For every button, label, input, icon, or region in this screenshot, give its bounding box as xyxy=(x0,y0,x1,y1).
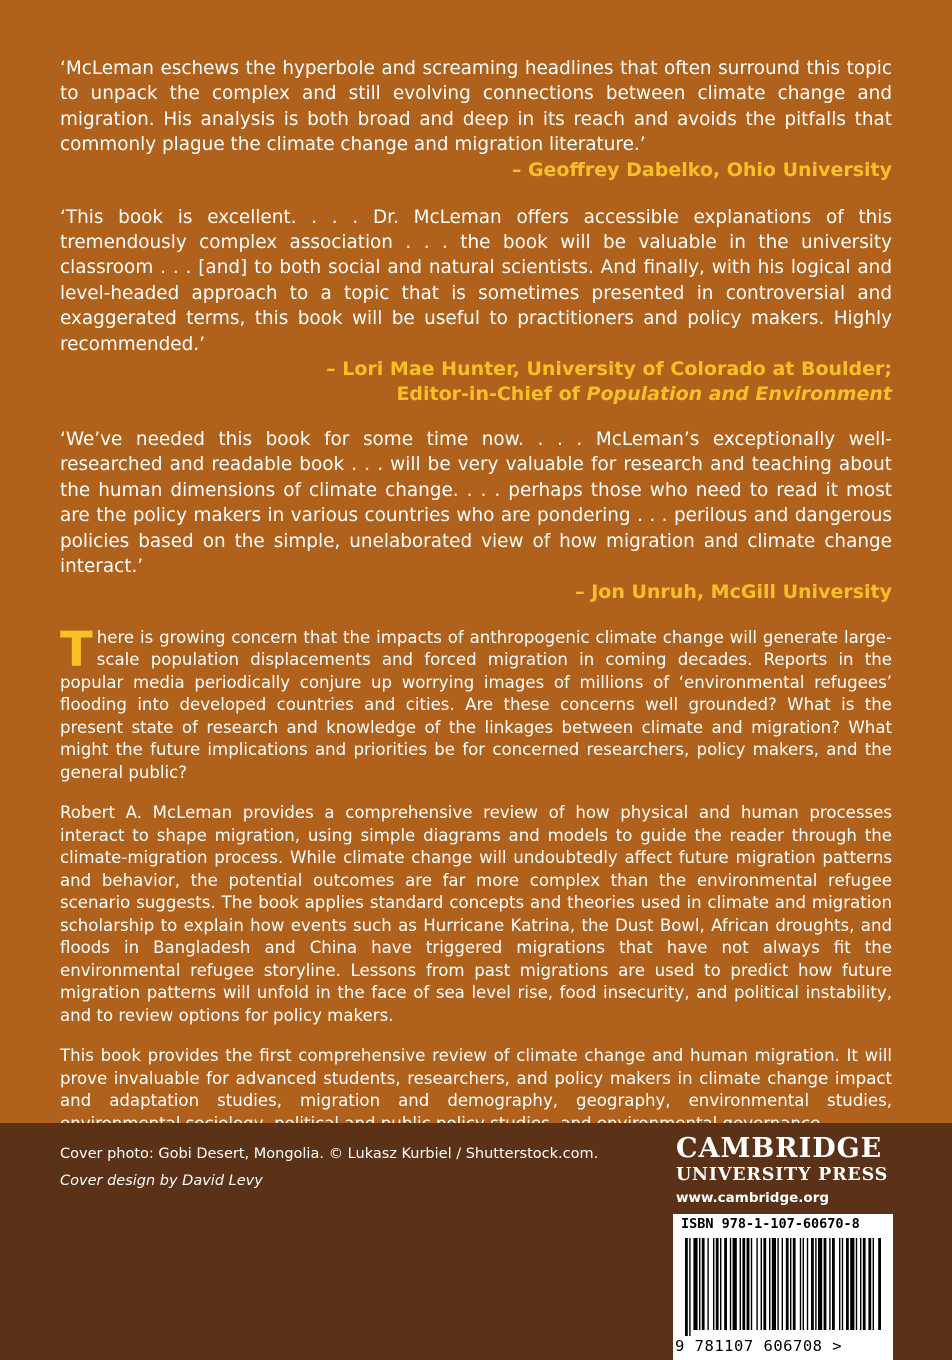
barcode-bar xyxy=(856,1238,857,1330)
cover-footer xyxy=(0,1123,952,1360)
barcode-bar xyxy=(782,1238,783,1330)
barcode-bar xyxy=(850,1238,854,1330)
barcode-bar xyxy=(720,1238,721,1330)
barcode-bar xyxy=(724,1238,727,1330)
review-attribution-3: – Jon Unruh, McGill University xyxy=(575,580,892,603)
isbn-text: ISBN 978-1-107-60670-8 xyxy=(681,1216,860,1232)
barcode-bar xyxy=(873,1238,874,1330)
publisher-name: CAMBRIDGE xyxy=(676,1133,883,1164)
barcode-bar xyxy=(786,1238,789,1330)
description-paragraph-3: This book provides the first comprehensive review of climate change and human migration. It will prove invaluable for advanced students, researchers, and policy makers in climate change impact and adaptation studies, migration and demography, geography, environmental studies, xyxy=(60,1046,892,1110)
book-description xyxy=(60,621,892,1136)
description-paragraph-2: Robert A. McLeman provides a comprehensive review of how physical and human processes interact to shape migration, using simple diagrams and models to guide the reader through the climate-migration process. While climate change will undoubtedly affect future migration patterns and behavior, the potential outcomes are far more complex than the environmental refugee scenario suggests. The book applies standard concepts and theories used in climate and migration scholarship to explain how events such as Hurricane Katrina, the Dust Bowl, African droughts, and floods in Bangladesh and China have triggered migrations that have not always fit the environmental refugee storyline. Lessons from past migrations are used to predict how future migration patterns will unfold in the face of sea level rise, food insecurity, and political instability, and to review options for policy makers. xyxy=(60,803,892,1025)
isbn-barcode xyxy=(673,1214,893,1360)
drop-cap: T xyxy=(60,621,93,678)
review-quote-1: ‘McLeman eschews the hyperbole and screaming headlines that often surround this topic to unpack the complex and still evolving connections between climate change and migration. His analysis is both broad and deep in its reach and avoids the pitfalls that commonly plague the climate change and migration literature.’ xyxy=(60,58,892,156)
barcode-bar xyxy=(777,1238,778,1330)
description-paragraph-1-text: here is growing concern that the impacts of anthropogenic climate change will generate large-scale population displacements and forced migration in coming decades. Reports in the popular media periodically conjure up worrying images of millions of ‘environmental refugees’ flooding into developed countries and cities. Are these concerns well grounded? What is the present state of research and knowledge of the linkages between climate and migration? What might the future implications and priorities be for concerned researchers, policy makers, and the general public? xyxy=(60,627,892,782)
cover-content xyxy=(60,56,892,1153)
review-quote-2: ‘This book is excellent. . . . Dr. McLeman offers accessible explanations of this tremendously complex association . . . the book will be valuable in the university classroom . . . [and] to both social and natural scientists. And finally, with his logical and level-headed approach to a topic that is sometimes presented in controversial and exaggerated terms, this book will be useful to practitioners and policy makers. Highly recommended.’ xyxy=(60,206,892,355)
barcode-bar xyxy=(818,1238,822,1330)
barcode-bar xyxy=(747,1238,750,1330)
barcode-bar xyxy=(730,1238,731,1330)
barcode-bar xyxy=(742,1238,745,1330)
publisher-url: www.cambridge.org xyxy=(676,1190,830,1206)
barcode-bar xyxy=(815,1238,816,1330)
barcode-bar xyxy=(693,1238,697,1330)
review-attribution-2 xyxy=(60,357,892,407)
barcode-bar xyxy=(839,1238,840,1330)
cover-credits xyxy=(60,1141,598,1195)
review-quote-3: ‘We’ve needed this book for some time now. . . . McLeman’s exceptionally well-researched and readable book . . . will be very valuable for research and teaching about the human dimensions of climate change. . . . perhaps those who need to read it most are the policy makers in various countries who are pondering . . . perilous and dangerous policies based on the simple, unelaborated view of how migration and climate change interact.’ xyxy=(60,429,892,578)
barcode-bar xyxy=(763,1238,766,1330)
cover-design-credit: Cover design by David Levy xyxy=(60,1173,263,1189)
barcode-bar xyxy=(800,1238,801,1330)
attribution-2-line1: – Lori Mae Hunter, University of Colorado at Boulder; xyxy=(326,358,892,381)
review-attribution-1: – Geoffrey Dabelko, Ohio University xyxy=(511,158,892,181)
description-paragraph-1 xyxy=(60,621,892,785)
barcode-bar xyxy=(699,1238,700,1330)
cover-photo-credit: Cover photo: Gobi Desert, Mongolia. © Lukasz Kurbiel / Shutterstock.com. xyxy=(60,1146,599,1162)
barcode-bar xyxy=(740,1238,741,1330)
barcode-number: 9 781107 606708 > xyxy=(675,1337,843,1355)
barcode-bar xyxy=(832,1238,835,1330)
publisher-subtitle: UNIVERSITY PRESS xyxy=(676,1165,889,1185)
attribution-2-line2 xyxy=(60,382,892,407)
barcode-bar xyxy=(689,1238,690,1336)
barcode-bar xyxy=(860,1238,861,1330)
barcode-bar xyxy=(685,1238,688,1336)
barcode-bar xyxy=(716,1238,719,1330)
barcode-bar xyxy=(842,1238,843,1330)
publisher-logo xyxy=(676,1133,888,1206)
barcode-bar xyxy=(829,1238,830,1330)
barcode-bar xyxy=(811,1238,814,1330)
barcode-bar xyxy=(761,1238,762,1330)
barcode-bars xyxy=(683,1238,883,1336)
barcode-bar xyxy=(803,1238,804,1330)
barcode-bar xyxy=(769,1238,770,1330)
barcode-bar xyxy=(868,1238,871,1330)
journal-title: Population and Environment xyxy=(586,383,892,406)
barcode-bar xyxy=(824,1238,827,1330)
attribution-2-prefix: Editor-in-Chief of xyxy=(396,383,587,406)
barcode-bar xyxy=(790,1238,791,1330)
barcode-bar xyxy=(878,1238,881,1330)
barcode-bar xyxy=(863,1238,866,1330)
barcode-bar xyxy=(733,1238,737,1330)
barcode-bar xyxy=(793,1238,796,1330)
barcode-bar xyxy=(807,1238,808,1330)
barcode-bar xyxy=(702,1238,705,1330)
barcode-bar xyxy=(707,1238,708,1330)
barcode-bar xyxy=(713,1238,714,1330)
barcode-bar xyxy=(756,1238,757,1330)
barcode-bar xyxy=(846,1238,849,1330)
barcode-bar xyxy=(772,1238,776,1330)
barcode-bar xyxy=(751,1238,752,1330)
